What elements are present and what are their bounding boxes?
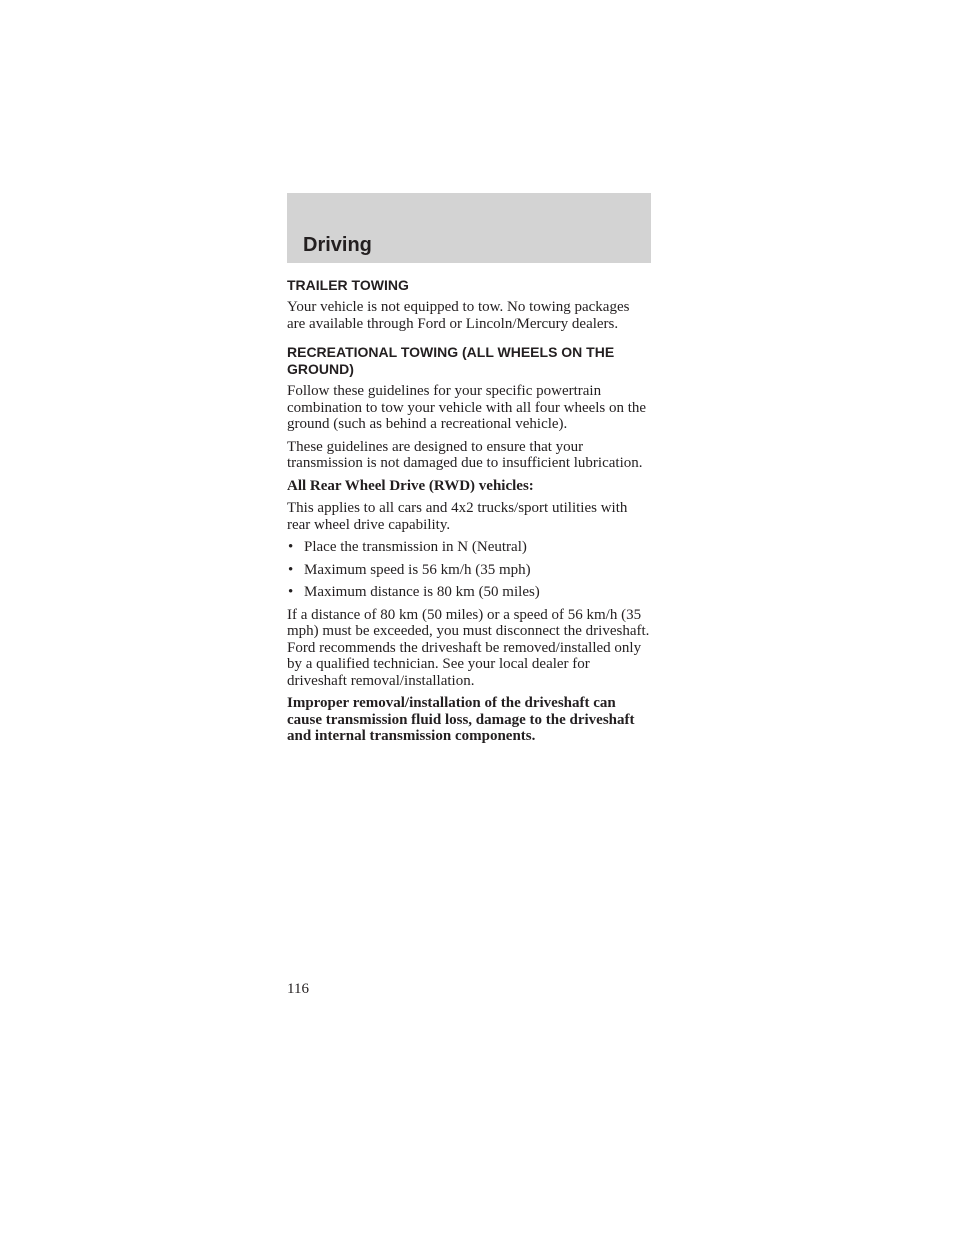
exceed-limits-paragraph: If a distance of 80 km (50 miles) or a speed of 56 km/h (35 mph) must be exceeded, you must disconnect the driveshaft. Ford recommends the driveshaft be removed/installed only by a qualified technician. See your local dealer for driveshaft removal/installation. [287, 606, 650, 689]
list-item-text: Maximum distance is 80 km (50 miles) [304, 584, 540, 600]
lubrication-paragraph: These guidelines are designed to ensure that your transmission is not damaged due to insufficient lubrication. [287, 438, 643, 471]
list-item [287, 584, 651, 601]
section-title: Driving [303, 234, 372, 256]
page-number: 116 [287, 981, 309, 997]
trailer-towing-paragraph: Your vehicle is not equipped to tow. No towing packages are available through Ford or Lincoln/Mercury dealers. [287, 299, 630, 332]
recreational-towing-heading: RECREATIONAL TOWING (ALL WHEELS ON THE GROUND) [287, 344, 615, 377]
rwd-subheading: All Rear Wheel Drive (RWD) vehicles: [287, 477, 534, 494]
section-header-band [287, 193, 651, 263]
driveshaft-warning: Improper removal/installation of the driveshaft can cause transmission fluid loss, damage to the driveshaft and internal transmission components. [287, 695, 635, 744]
towing-rules-list [287, 539, 651, 601]
trailer-towing-heading: TRAILER TOWING [287, 277, 409, 293]
bullet-icon: • [288, 561, 294, 578]
rwd-applies-paragraph: This applies to all cars and 4x2 trucks/sport utilities with rear wheel drive capability. [287, 500, 628, 533]
page-content [287, 277, 651, 751]
list-item-text: Maximum speed is 56 km/h (35 mph) [304, 561, 531, 578]
bullet-icon: • [288, 584, 294, 600]
list-item [287, 539, 651, 556]
list-item-text: Place the transmission in N (Neutral) [304, 539, 527, 555]
list-item [287, 562, 651, 579]
bullet-icon: • [288, 539, 294, 555]
recreational-guidelines-paragraph: Follow these guidelines for your specific powertrain combination to tow your vehicle with all four wheels on the ground (such as behind a recreational vehicle). [287, 383, 647, 432]
